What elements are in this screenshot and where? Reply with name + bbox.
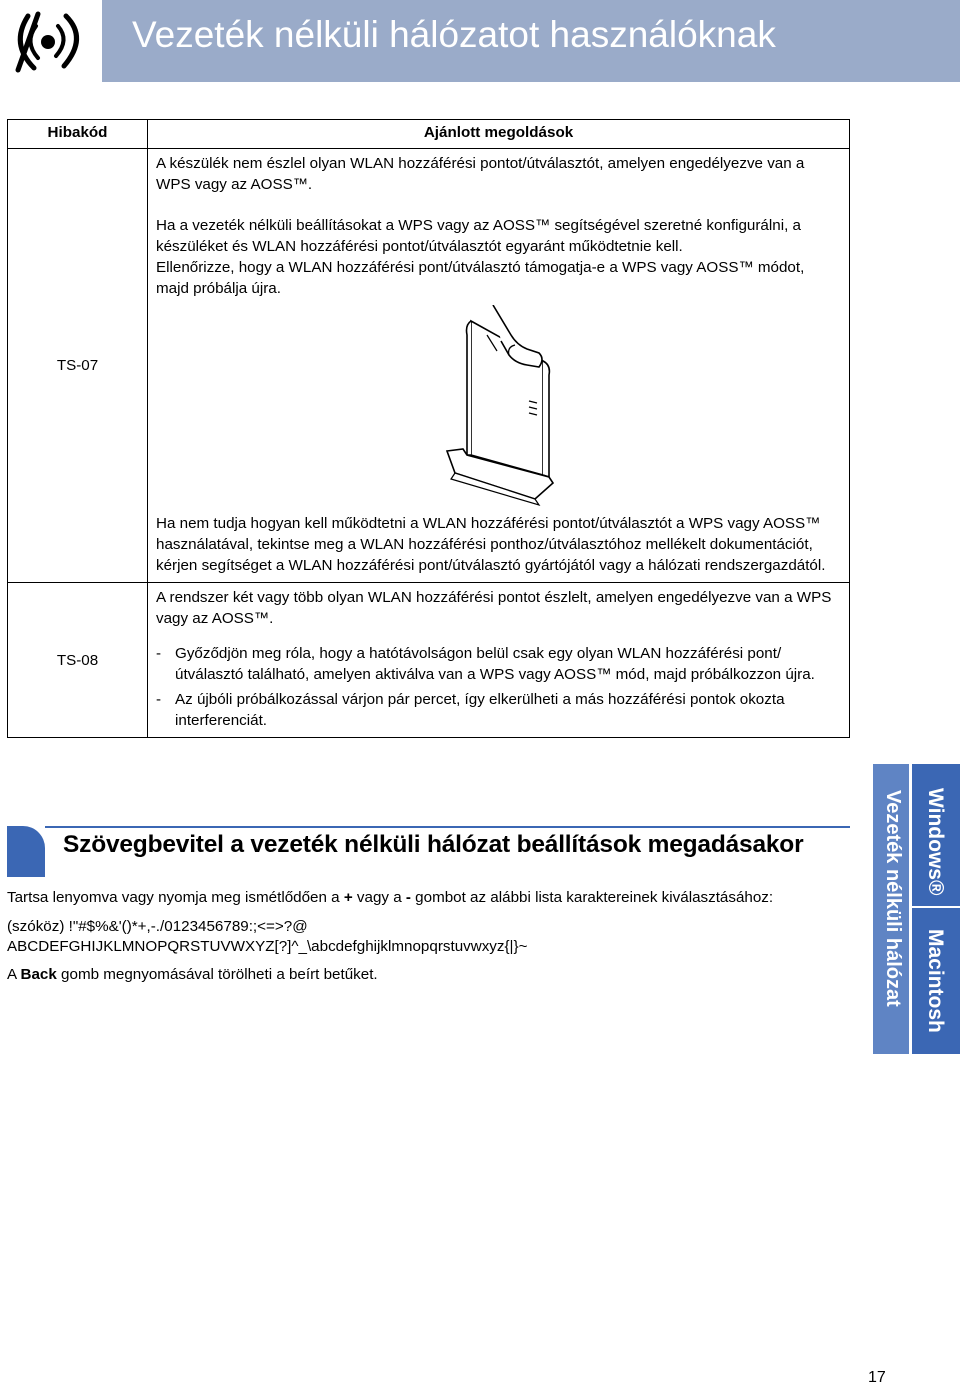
section-rule	[45, 826, 850, 828]
solution-text: Ha a vezeték nélküli beállításokat a WPS vagy az AOSS™ segítségével szeretné konfigurálni, a készüléket és WLAN hozzáférési pontot/útválasztót egyaránt működtetnie kell.	[156, 217, 801, 255]
list-item: - Győződjön meg róla, hogy a hatótávolságon belül csak egy olyan WLAN hozzáférési pont/útválasztó található, amelyen aktiválva van a WPS vagy AOSS™ mód, majd próbálkozzon újra.	[156, 645, 815, 683]
tab-macintosh: Macintosh	[924, 929, 947, 1033]
solution-text: Ellenőrizze, hogy a WLAN hozzáférési pont/útválasztó támogatja-e a WPS vagy AOSS™ módot, majd próbálja újra.	[156, 259, 805, 297]
table-header-row	[8, 120, 850, 149]
tab-windows: Windows®	[924, 788, 947, 896]
page-title: Vezeték nélküli hálózatot használóknak	[132, 14, 776, 55]
error-table	[7, 119, 850, 738]
side-tab-wireless[interactable]: Vezeték nélküli hálózat	[873, 764, 909, 1054]
section-marker	[7, 826, 45, 877]
character-list: ABCDEFGHIJKLMNOPQRSTUVWXYZ[?]^_\abcdefghijklmnopqrstuvwxyz{|}~	[7, 938, 528, 955]
character-list: (szóköz) !"#$%&'()*+,-./0123456789:;<=>?@	[7, 918, 308, 935]
column-header-code: Hibakód	[8, 120, 148, 149]
table-row	[8, 149, 850, 583]
table-row	[8, 583, 850, 738]
solution-text: A rendszer két vagy több olyan WLAN hozzáférési pontot észlelt, amelyen engedélyezve van a WPS vagy az AOSS™.	[156, 589, 832, 627]
instruction-text: Tartsa lenyomva vagy nyomja meg ismétlődően a + vagy a - gombot az alábbi lista karaktereinek kiválasztásához:	[7, 889, 774, 906]
solution-text: Ha nem tudja hogyan kell működtetni a WLAN hozzáférési pontot/útválasztót a WPS vagy AOSS™ használatával, tekintse meg a WLAN hozzáférési ponthoz/útválasztóhoz mellékelt dokumentációt, kérjen segítséget a WLAN hozzáférési pont/útválasztó gyártójától vagy a hálózati rendszergazdától.	[156, 515, 826, 574]
router-wps-button-press	[431, 305, 591, 509]
wireless-signal-icon	[4, 8, 96, 74]
error-code: TS-08	[8, 583, 148, 738]
solution-list	[156, 643, 841, 731]
solution-cell	[148, 149, 850, 583]
section-title: Szövegbevitel a vezeték nélküli hálózat beállítások megadásakor	[63, 831, 804, 858]
column-header-solution: Ajánlott megoldások	[148, 120, 850, 149]
list-item: - Az újbóli próbálkozással várjon pár percet, így elkerülheti a más hozzáférési pontok okozta interferenciát.	[156, 691, 785, 729]
side-tab-os[interactable]	[912, 764, 960, 1054]
tab-divider	[912, 906, 960, 908]
router-illustration	[156, 305, 841, 511]
solution-cell	[148, 583, 850, 738]
solution-text: A készülék nem észlel olyan WLAN hozzáférési pontot/útválasztót, amelyen engedélyezve van a WPS vagy az AOSS™.	[156, 155, 805, 193]
back-instruction: A Back gomb megnyomásával törölheti a beírt betűket.	[7, 966, 378, 983]
page-number: 17	[868, 1369, 886, 1386]
error-code: TS-07	[8, 149, 148, 583]
